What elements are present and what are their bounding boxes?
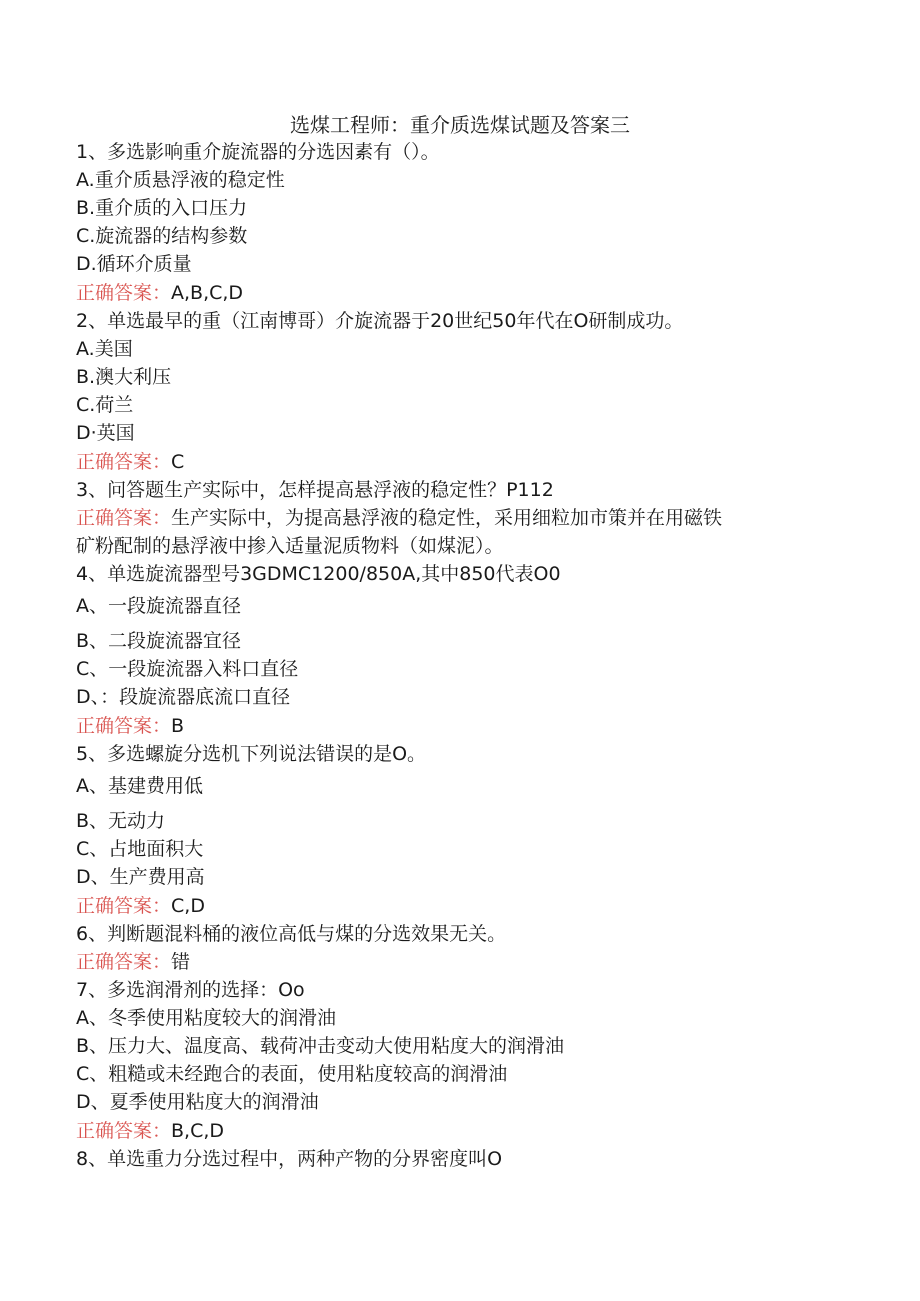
question-2-option-a: A.美国: [76, 338, 133, 360]
question-5-stem: 5、多选螺旋分选机下列说法错误的是O。: [76, 743, 427, 765]
answer-label: 正确答案：: [76, 507, 172, 529]
question-4-option-d: D、：段旋流器底流口直径: [76, 686, 291, 708]
question-2-option-c: C.荷兰: [76, 394, 134, 416]
answer-value: 错: [171, 951, 191, 973]
answer-label: 正确答案：: [76, 895, 172, 917]
question-4-option-a: A、一段旋流器直径: [76, 595, 241, 617]
question-1-option-d: D.循环介质量: [76, 253, 192, 275]
question-6-answer: [76, 949, 866, 975]
answer-value: A,B,C,D: [171, 282, 244, 304]
question-4-answer: [76, 713, 866, 739]
question-1-option-a: A.重介质悬浮液的稳定性: [76, 169, 285, 191]
question-1-option-c: C.旋流器的结构参数: [76, 225, 248, 247]
answer-value: C,D: [171, 895, 205, 917]
question-5-answer: [76, 893, 866, 919]
question-7-answer: [76, 1118, 866, 1144]
question-8-stem: 8、单选重力分选过程中，两种产物的分界密度叫O: [76, 1148, 503, 1170]
answer-label: 正确答案：: [76, 1120, 172, 1142]
question-2-option-d: D·英国: [76, 422, 135, 444]
question-7-option-d: D、夏季使用粘度大的润滑油: [76, 1091, 319, 1113]
answer-label: 正确答案：: [76, 451, 172, 473]
question-4-option-c: C、一段旋流器入料口直径: [76, 658, 299, 680]
answer-value: C: [171, 451, 185, 473]
question-5-option-a: A、基建费用低: [76, 775, 203, 797]
question-2-option-b: B.澳大利压: [76, 366, 172, 388]
question-4-option-b: B、二段旋流器宜径: [76, 630, 242, 652]
question-2-answer: [76, 449, 866, 475]
question-7-option-a: A、冬季使用粘度较大的润滑油: [76, 1007, 336, 1029]
answer-label: 正确答案：: [76, 715, 172, 737]
question-1-answer: [76, 280, 866, 306]
answer-value: 生产实际中，为提高悬浮液的稳定性，采用细粒加市策并在用磁铁: [171, 507, 723, 529]
question-4-stem: 4、单选旋流器型号3GDMC1200/850A,其中850代表O0: [76, 563, 561, 585]
question-7-stem: 7、多选润滑剂的选择：Oo: [76, 979, 305, 1001]
question-5-option-d: D、生产费用高: [76, 866, 205, 888]
answer-value: B: [171, 715, 185, 737]
question-6-stem: 6、判断题混料桶的液位高低与煤的分选效果无关。: [76, 923, 507, 945]
document-title: 选煤工程师：重介质选煤试题及答案三: [290, 113, 630, 137]
question-5-option-b: B、无动力: [76, 810, 166, 832]
question-1-stem: 1、多选影响重介旋流器的分选因素有（）。: [76, 141, 440, 163]
answer-value: B,C,D: [171, 1120, 225, 1142]
question-3-answer-continued: 矿粉配制的悬浮液中掺入适量泥质物料（如煤泥）。: [76, 535, 504, 557]
answer-label: 正确答案：: [76, 951, 172, 973]
question-3-stem: 3、问答题生产实际中，怎样提高悬浮液的稳定性？P112: [76, 479, 554, 501]
question-2-stem: 2、单选最早的重（江南博哥）介旋流器于20世纪50年代在O研制成功。: [76, 310, 684, 332]
question-1-option-b: B.重介质的入口压力: [76, 197, 248, 219]
answer-label: 正确答案：: [76, 282, 172, 304]
question-3-answer: [76, 505, 866, 531]
question-7-option-c: C、粗糙或未经跑合的表面，使用粘度较高的润滑油: [76, 1063, 508, 1085]
question-5-option-c: C、占地面积大: [76, 838, 204, 860]
question-7-option-b: B、压力大、温度高、载荷冲击变动大使用粘度大的润滑油: [76, 1035, 565, 1057]
